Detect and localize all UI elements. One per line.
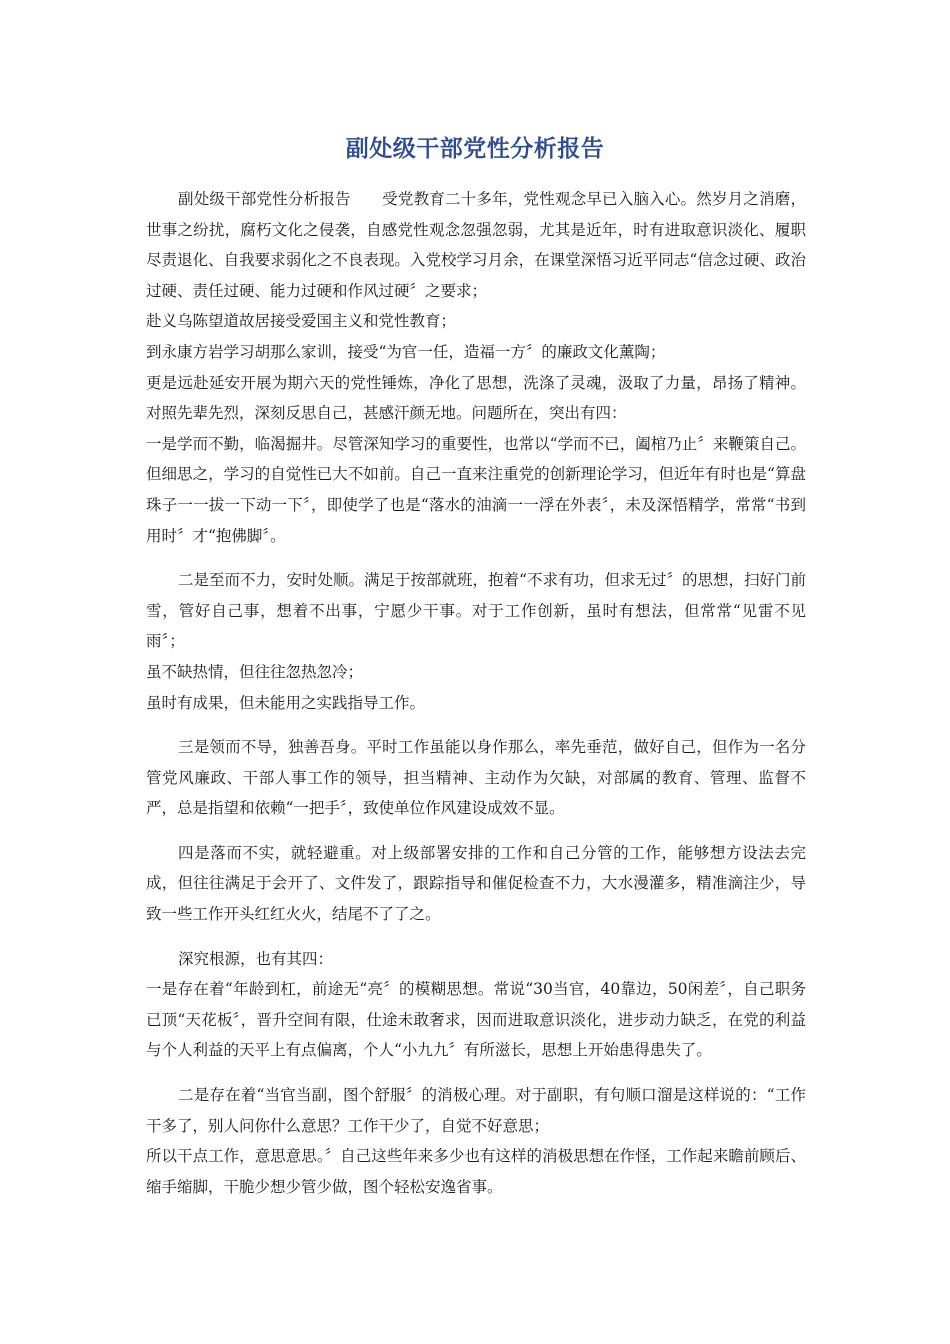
body-paragraph: 虽不缺热情，但往往忽热忽冷； bbox=[146, 662, 364, 681]
body-paragraph: 副处级干部党性分析报告 受党教育二十多年，党性观念早已入脑入心。然岁月之消磨，世事之纷扰，腐朽文化之侵袭，自感党性观念忽强忽弱，尤其是近年，时有进取意识淡化、履职尽责退化、自我要求弱化之不良表现。入党校学习月余，在课堂深悟习近平同志“信念过硬、政治过硬、责任过硬、能力过硬和作风过硬〞之要求； bbox=[146, 190, 806, 300]
body-paragraph: 二是至而不力，安时处顺。满足于按部就班，抱着“不求有功，但求无过〞的思想，扫好门前雪，管好自己事，想着不出事，宁愿少干事。对于工作创新，虽时有想法，但常常“见雷不见雨〞； bbox=[146, 571, 806, 651]
body-paragraph: 到永康方岩学习胡那么家训，接受“为官一任，造福一方〞的廉政文化薰陶； bbox=[146, 342, 666, 361]
body-paragraph: 所以干点工作，意思意思。〞自己这些年来多少也有这样的消极思想在作怪，工作起来瞻前顾后、缩手缩脚，干脆少想少管少做，图个轻松安逸省事。 bbox=[146, 1147, 806, 1196]
body-paragraph: 一是存在着“年龄到杠，前途无“亮〞的模糊思想。常说“30当官，40靠边，50闲差〞，自己职务已顶“天花板〞，晋升空间有限，仕途未敢奢求，因而进取意识淡化，进步动力缺乏，在党的利益与个人利益的天平上有点偏离，个人“小九九〞有所滋长，思想上开始患得患失了。 bbox=[146, 980, 806, 1060]
document-title: 副处级干部党性分析报告 bbox=[345, 136, 605, 162]
body-paragraph: 二是存在着“当官当副，图个舒服〞的消极心理。对于副职，有句顺口溜是这样说的：“工作干多了，别人问你什么意思？工作干少了，自觉不好意思； bbox=[146, 1086, 806, 1135]
body-paragraph: 赴义乌陈望道故居接受爱国主义和党性教育； bbox=[146, 312, 457, 331]
body-paragraph: 四是落而不实，就轻避重。对上级部署安排的工作和自己分管的工作，能够想方设法去完成，但往往满足于会开了、文件发了，跟踪指导和催促检查不力，大水漫灌多，精准滴注少，导致一些工作开头红红火火，结尾不了了之。 bbox=[146, 843, 806, 924]
body-paragraph: 更是远赴延安开展为期六天的党性锤炼，净化了思想，洗涤了灵魂，汲取了力量，昂扬了精神。对照先辈先烈，深刻反思自己，甚感汗颜无地。问题所在，突出有四： bbox=[146, 373, 806, 423]
body-paragraph: 一是学而不勤，临渴掘井。尽管深知学习的重要性，也常以“学而不已，阖棺乃止〞来鞭策自己。但细思之，学习的自觉性已大不如前。自己一直来注重党的创新理论学习，但近年有时也是“算盘珠子一一拔一下动一下〞，即使学了也是“落水的油滴一一浮在外表〞，未及深悟精学，常常“书到用时〞才“抱佛脚〞。 bbox=[146, 434, 806, 545]
body-paragraph: 虽时有成果，但未能用之实践指导工作。 bbox=[146, 693, 426, 712]
body-paragraph: 三是领而不导，独善吾身。平时工作虽能以身作那么，率先垂范，做好自己，但作为一名分管党风廉政、干部人事工作的领导，担当精神、主动作为欠缺，对部属的教育、管理、监督不严，总是指望和依赖“一把手〞，致使单位作风建设成效不显。 bbox=[146, 738, 806, 818]
body-paragraph: 深究根源，也有其四： bbox=[178, 949, 334, 968]
document-body bbox=[146, 184, 806, 1202]
